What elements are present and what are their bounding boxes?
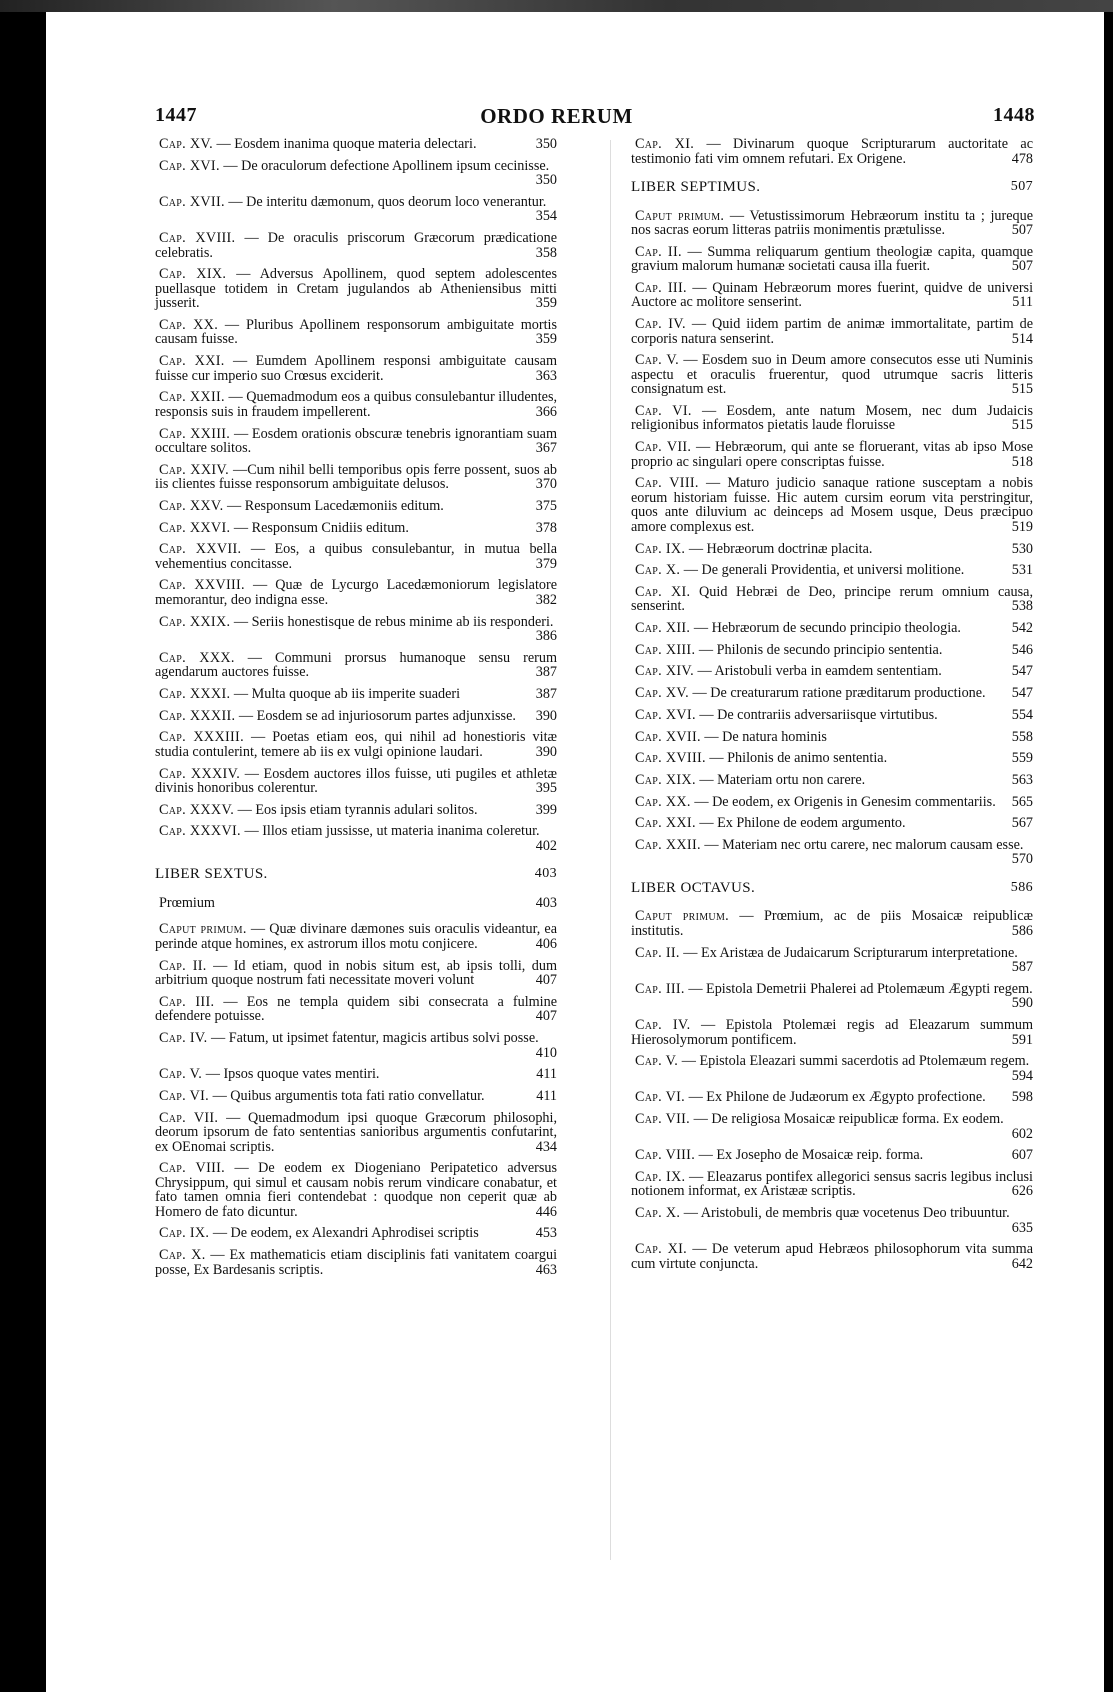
toc-entry bbox=[155, 995, 557, 1024]
chapter-label: Cap. XXXIV. bbox=[159, 765, 241, 782]
chapter-page: 563 bbox=[1011, 771, 1033, 788]
chapter-label: Cap. XIV. bbox=[635, 663, 694, 680]
chapter-label: Cap. II. bbox=[159, 957, 207, 974]
chapter-text: — Eosdem auctores illos fuisse, uti pugiles et athletæ divinis honoribus colerentur. bbox=[155, 765, 557, 797]
toc-entry bbox=[631, 643, 1033, 658]
chapter-text: — De veterum apud Hebræos philosophorum vita summa cum virtute conjuncta. bbox=[631, 1241, 1033, 1272]
chapter-page: 363 bbox=[535, 367, 557, 384]
chapter-label: Cap. XXX. bbox=[159, 649, 235, 666]
toc-entry bbox=[155, 1248, 557, 1277]
toc-entry bbox=[155, 651, 557, 680]
toc-entry bbox=[155, 195, 557, 224]
toc-entry bbox=[155, 922, 557, 951]
toc-entry bbox=[155, 578, 557, 607]
chapter-label: Cap. IV. bbox=[635, 1017, 691, 1033]
toc-entry bbox=[155, 824, 557, 853]
entry-list bbox=[631, 209, 1033, 867]
chapter-label: Cap. XIX. bbox=[159, 266, 227, 283]
chapter-text: — Quemadmodum ipsi quoque Græcorum philosophi, deorum ipsorum de fato sententias sanioribus argumentis confutarint, ex OEnomai scriptis. bbox=[155, 1109, 557, 1155]
toc-entry bbox=[155, 354, 557, 383]
chapter-page: 558 bbox=[1011, 728, 1033, 745]
chapter-page: 407 bbox=[535, 1008, 557, 1025]
chapter-label: Cap. VII. bbox=[159, 1109, 219, 1126]
book-title: LIBER SEXTUS. bbox=[155, 866, 268, 883]
toc-entry bbox=[631, 1090, 1033, 1105]
entry-list bbox=[631, 909, 1033, 1271]
toc-entry bbox=[155, 267, 557, 311]
chapter-text: — De religiosa Mosaicæ reipublicæ forma. Ex eodem. bbox=[693, 1111, 1004, 1128]
chapter-page: 395 bbox=[535, 780, 557, 797]
chapter-text: — Eleazarus pontifex allegorici sensus sacris legibus inclusi notionem informat, ex Aristææ scriptis. bbox=[631, 1168, 1034, 1200]
toc-entry bbox=[631, 909, 1033, 938]
left-column bbox=[155, 137, 557, 1284]
toc-entry bbox=[155, 1226, 557, 1241]
chapter-text: — De interitu dæmonum, quos deorum loco venerantur. bbox=[228, 193, 547, 210]
chapter-page: 598 bbox=[1011, 1089, 1033, 1106]
chapter-text: — Materiam ortu non carere. bbox=[699, 771, 866, 788]
chapter-label: Cap. V. bbox=[159, 1066, 203, 1083]
page-number-left: 1447 bbox=[155, 104, 197, 126]
book-heading bbox=[631, 180, 1033, 195]
chapter-page: 406 bbox=[535, 935, 557, 952]
chapter-label: Cap. XXVI. bbox=[159, 519, 231, 536]
chapter-text: —Cum nihil belli temporibus opis ferre possent, suos ab iis clientes fuisse responsorum ambiguitate delusos. bbox=[155, 461, 558, 493]
toc-entry bbox=[631, 621, 1033, 636]
chapter-label: Cap. XX. bbox=[635, 793, 691, 810]
chapter-label: Cap. XIII. bbox=[635, 641, 696, 658]
chapter-text: — Quid iidem partim de animæ immortalitate, partim de corporis natura senserint. bbox=[631, 316, 1033, 347]
toc-entry bbox=[155, 499, 557, 514]
chapter-label: Cap. III. bbox=[159, 993, 215, 1010]
toc-entry bbox=[155, 730, 557, 759]
chapter-page: 411 bbox=[536, 1066, 557, 1083]
chapter-page: 375 bbox=[535, 497, 557, 514]
chapter-page: 387 bbox=[535, 686, 557, 702]
chapter-page: 359 bbox=[535, 295, 557, 312]
chapter-text: — Quemadmodum eos a quibus consulebantur illudentes, responsis suis in fraudem impellerent. bbox=[155, 389, 558, 420]
proemium-entry bbox=[155, 896, 557, 911]
toc-entry bbox=[155, 542, 557, 571]
chapter-label: Cap. XVI. bbox=[635, 706, 696, 723]
chapter-page: 367 bbox=[535, 440, 557, 456]
chapter-page: 386 bbox=[535, 628, 557, 645]
chapter-label: Cap. XVIII. bbox=[159, 230, 236, 247]
toc-entry bbox=[155, 159, 557, 188]
chapter-label: Cap. XV. bbox=[159, 136, 213, 152]
toc-entry bbox=[631, 1206, 1033, 1235]
toc-entry bbox=[631, 730, 1033, 745]
chapter-page: 515 bbox=[1011, 381, 1033, 398]
chapter-label: Cap. XVII. bbox=[159, 193, 225, 210]
chapter-text: — De oraculorum defectione Apollinem ipsum cecinisse. bbox=[223, 157, 550, 174]
page-number-right: 1448 bbox=[993, 104, 1035, 126]
chapter-page: 379 bbox=[535, 555, 557, 572]
chapter-label: Cap. X. bbox=[159, 1247, 206, 1264]
chapter-text: — De eodem ex Diogeniano Peripatetico adversus Chrysippum, qui simul et causam nobis rerum vindicare conabatur, et fato tamen omnia fieri contendebat : quodque non ceperit quæ ab Homero de fato dicuntur. bbox=[155, 1160, 557, 1220]
toc-entry bbox=[631, 137, 1033, 166]
chapter-page: 507 bbox=[1011, 258, 1033, 275]
chapter-label: Cap. XXI. bbox=[159, 353, 225, 370]
chapter-text: — Ex mathematicis etiam disciplinis fati vanitatem coargui posse, Ex Bardesanis scriptis. bbox=[155, 1247, 558, 1278]
chapter-text: — Eumdem Apollinem responsi ambiguitate causam fuisse cur imperio suo Crœsus exciderit. bbox=[155, 353, 557, 384]
chapter-label: Cap. IX. bbox=[635, 540, 686, 557]
chapter-label: Cap. XXXV. bbox=[159, 801, 235, 818]
chapter-label: Cap. XVI. bbox=[159, 157, 220, 174]
chapter-text: — Ex Philone de eodem argumento. bbox=[699, 815, 906, 832]
chapter-label: Cap. XXVII. bbox=[159, 541, 242, 558]
chapter-text: — Illos etiam jussisse, ut materia inanima coleretur. bbox=[244, 823, 540, 840]
toc-entry bbox=[631, 686, 1033, 701]
toc-entry bbox=[155, 521, 557, 536]
toc-entry bbox=[155, 1111, 557, 1155]
chapter-page: 387 bbox=[535, 664, 557, 681]
chapter-label: Cap. XXXIII. bbox=[159, 729, 244, 746]
toc-entry bbox=[631, 773, 1033, 788]
chapter-label: Cap. XV. bbox=[635, 685, 689, 702]
toc-entry bbox=[631, 838, 1033, 867]
chapter-label: Cap. XVIII. bbox=[635, 750, 706, 767]
chapter-text: — Poetas etiam eos, qui nihil ad honestioris vitæ studia contulerint, temere ab iis ex vulgi opinione laudari. bbox=[155, 729, 557, 760]
chapter-label: Cap. VII. bbox=[635, 1111, 691, 1128]
chapter-label: Cap. XX. bbox=[159, 316, 219, 333]
chapter-page: 478 bbox=[1011, 150, 1033, 167]
toc-entry bbox=[631, 982, 1033, 1011]
chapter-label: Cap. XXXI. bbox=[159, 686, 231, 702]
toc-entry bbox=[155, 1031, 557, 1060]
chapter-label: Cap. VI. bbox=[159, 1087, 210, 1104]
chapter-page: 407 bbox=[535, 972, 557, 989]
chapter-text: — Eos ipsis etiam tyrannis adulari solitos. bbox=[237, 801, 478, 818]
chapter-label: Cap. III. bbox=[635, 279, 687, 296]
toc-entry bbox=[155, 390, 557, 419]
chapter-page: 626 bbox=[1011, 1183, 1033, 1200]
toc-entry bbox=[631, 1112, 1033, 1141]
chapter-text: — Prœmium, ac de piis Mosaicæ reipublicæ institutis. bbox=[631, 908, 1033, 939]
chapter-label: Cap. IX. bbox=[635, 1168, 686, 1185]
chapter-text: — Epistola Eleazari summi sacerdotis ad Ptolemæum regem. bbox=[681, 1053, 1030, 1070]
toc-entry bbox=[631, 708, 1033, 723]
chapter-page: 547 bbox=[1011, 685, 1033, 702]
toc-entry bbox=[631, 664, 1033, 679]
chapter-text: — Philonis de secundo principio sententia. bbox=[698, 641, 943, 658]
scan-edge bbox=[0, 0, 1113, 12]
chapter-text: — Divinarum quoque Scripturarum auctoritate ac testimonio fati vim omnem refutari. Ex Origene. bbox=[631, 136, 1034, 167]
chapter-text: — Multa quoque ab iis imperite suaderi bbox=[233, 686, 461, 702]
chapter-label: Cap. XXII. bbox=[159, 389, 225, 406]
chapter-text: — Eosdem inanima quoque materia delectari. bbox=[216, 136, 477, 152]
chapter-text: — Quibus argumentis tota fati ratio convellatur. bbox=[212, 1087, 485, 1104]
chapter-page: 350 bbox=[535, 136, 557, 152]
toc-entry bbox=[631, 946, 1033, 975]
book-title: LIBER OCTAVUS. bbox=[631, 879, 756, 896]
chapter-label: Cap. VIII. bbox=[159, 1160, 225, 1177]
chapter-page: 542 bbox=[1011, 620, 1033, 637]
chapter-text: — Responsum Lacedæmoniis editum. bbox=[227, 497, 444, 514]
toc-entry bbox=[631, 281, 1033, 310]
toc-entry bbox=[631, 1170, 1033, 1199]
chapter-label: Cap. X. bbox=[635, 562, 681, 579]
toc-entry bbox=[155, 1089, 557, 1104]
book-page: 403 bbox=[534, 866, 557, 882]
chapter-page: 530 bbox=[1011, 540, 1033, 557]
chapter-label: Cap. XXIX. bbox=[159, 613, 231, 630]
chapter-page: 567 bbox=[1011, 815, 1033, 832]
chapter-text: — De natura hominis bbox=[704, 728, 827, 745]
chapter-label: Caput primum. bbox=[159, 921, 247, 938]
chapter-label: Cap. XVII. bbox=[635, 728, 701, 745]
chapter-label: Cap. IV. bbox=[635, 316, 686, 333]
chapter-text: — Epistola Demetrii Phalerei ad Ptolemæum Ægypti regem. bbox=[688, 980, 1033, 997]
chapter-page: 565 bbox=[1011, 793, 1033, 810]
chapter-text: — Vetustissimorum Hebræorum institu ta ; jureque nos sacras eorum litteras patriis monimentis prætulisse. bbox=[631, 207, 1033, 238]
chapter-text: — Responsum Cnidiis editum. bbox=[233, 519, 409, 536]
toc-entry bbox=[631, 585, 1033, 614]
chapter-label: Cap. VI. bbox=[635, 402, 692, 419]
chapter-page: 518 bbox=[1011, 453, 1033, 470]
chapter-page: 547 bbox=[1011, 663, 1033, 680]
chapter-label: Cap. XXVIII. bbox=[159, 577, 245, 594]
chapter-text: — Seriis honestisque de rebus minime ab iis responderi. bbox=[233, 613, 554, 630]
toc-entry bbox=[155, 427, 557, 456]
chapter-label: Cap. IX. bbox=[159, 1225, 210, 1242]
chapter-page: 382 bbox=[535, 591, 557, 608]
toc-entry bbox=[155, 318, 557, 347]
chapter-label: Cap. XXXII. bbox=[159, 707, 236, 724]
chapter-label: Cap. VI. bbox=[635, 1089, 686, 1106]
chapter-label: Cap. VIII. bbox=[635, 475, 699, 492]
chapter-page: 390 bbox=[535, 707, 557, 724]
chapter-page: 463 bbox=[535, 1261, 557, 1278]
chapter-label: Cap. XXII. bbox=[635, 836, 701, 853]
chapter-page: 359 bbox=[535, 331, 557, 348]
toc-entry bbox=[631, 795, 1033, 810]
chapter-page: 390 bbox=[535, 743, 557, 760]
book-heading bbox=[631, 881, 1033, 896]
chapter-text: — Ex Philone de Judæorum ex Ægypto profectione. bbox=[688, 1089, 986, 1106]
book-page: 586 bbox=[1010, 879, 1033, 895]
chapter-text: — Quæ divinare dæmones suis oraculis videantur, ea perinde atque homines, ex astrorum illos motu conjicere. bbox=[155, 921, 558, 952]
chapter-page: 570 bbox=[1011, 851, 1033, 868]
toc-entry bbox=[631, 404, 1033, 433]
chapter-page: 507 bbox=[1011, 222, 1033, 238]
chapter-page: 586 bbox=[1011, 922, 1033, 939]
chapter-text: — Maturo judicio sanaque ratione susceptam a nobis eorum historiam fuisse. Hic autem cursim eorum vita perstringitur, quos ante diluvium ac deinceps ad Mosem usque, Deus præcipuo amore complexus est. bbox=[631, 475, 1033, 535]
column-divider bbox=[610, 140, 611, 1560]
chapter-label: Cap. II. bbox=[635, 944, 680, 961]
chapter-text: Quid Hebræi de Deo, principe rerum omnium causa, senserint. bbox=[631, 583, 1034, 615]
chapter-page: 378 bbox=[535, 519, 557, 536]
chapter-page: 370 bbox=[535, 476, 557, 493]
toc-entry bbox=[631, 440, 1033, 469]
chapter-text: — Hebræorum de secundo principio theologia. bbox=[693, 620, 961, 637]
toc-entry bbox=[155, 767, 557, 796]
chapter-page: 594 bbox=[1011, 1067, 1033, 1084]
chapter-label: Cap. X. bbox=[635, 1205, 681, 1222]
chapter-text: — Materiam nec ortu carere, nec malorum causam esse. bbox=[704, 836, 1024, 853]
entry-list bbox=[631, 137, 1033, 166]
toc-entry bbox=[631, 209, 1033, 238]
toc-entry bbox=[631, 751, 1033, 766]
chapter-page: 531 bbox=[1011, 562, 1033, 579]
toc-entry bbox=[631, 1018, 1033, 1047]
chapter-text: — Communi prorsus humanoque sensu rerum agendarum auctores fuisse. bbox=[155, 649, 558, 681]
chapter-text: — Eosdem suo in Deum amore consecutos esse uti Numinis aspectu et oraculis fruerentur, quod utrumque sacris litteris consignatum est. bbox=[631, 352, 1033, 398]
chapter-text: — Pluribus Apollinem responsorum ambiguitate mortis causam fuisse. bbox=[155, 316, 558, 348]
chapter-label: Cap. VIII. bbox=[635, 1147, 696, 1164]
chapter-text: — Eosdem, ante natum Mosem, nec dum Judaicis religionibus informatos pietatis laude floruisse bbox=[631, 402, 1034, 434]
toc-entry bbox=[155, 959, 557, 988]
chapter-text: — Summa reliquarum gentium theologiæ capita, quamque gravium malorum humanæ societati causa illa fuerit. bbox=[631, 243, 1033, 275]
chapter-text: — Quæ de Lycurgo Lacedæmoniorum legislatore memorantur, deo indigna esse. bbox=[155, 577, 557, 608]
toc-entry bbox=[155, 687, 557, 702]
chapter-page: 591 bbox=[1011, 1031, 1033, 1048]
chapter-page: 519 bbox=[1011, 518, 1033, 535]
toc-entry bbox=[155, 1161, 557, 1219]
chapter-page: 410 bbox=[535, 1044, 557, 1061]
chapter-label: Cap. XI. bbox=[635, 583, 691, 600]
chapter-page: 554 bbox=[1011, 706, 1033, 723]
chapter-text: — De contrariis adversariisque virtutibus. bbox=[699, 706, 938, 723]
toc-entry bbox=[631, 1054, 1033, 1083]
chapter-text: — De creaturarum ratione præditarum productione. bbox=[692, 685, 986, 702]
chapter-page: 446 bbox=[535, 1203, 557, 1220]
toc-entry bbox=[155, 463, 557, 492]
toc-entry bbox=[155, 803, 557, 818]
entry-list bbox=[155, 922, 557, 1277]
chapter-text: — Adversus Apollinem, quod septem adolescentes puellasque totidem in Cretam jugulandos ab Atheniensibus mitti jusserit. bbox=[155, 266, 558, 312]
chapter-text: — Epistola Ptolemæi regis ad Eleazarum summum Hierosolymorum pontificem. bbox=[631, 1017, 1033, 1048]
toc-entry bbox=[631, 1148, 1033, 1163]
chapter-text: — Id etiam, quod in nobis situm est, ab ipsis tolli, dum arbitrium quoque nostrum fati necessitate moveri volunt bbox=[155, 957, 557, 989]
chapter-label: Cap. XXIV. bbox=[159, 461, 229, 478]
chapter-label: Cap. XII. bbox=[635, 620, 691, 637]
chapter-page: 546 bbox=[1011, 641, 1033, 658]
chapter-page: 399 bbox=[535, 801, 557, 818]
chapter-text: — Philonis de animo sententia. bbox=[709, 750, 888, 767]
right-column bbox=[631, 137, 1033, 1279]
chapter-text: — Eosdem se ad injuriosorum partes adjunxisse. bbox=[238, 707, 516, 724]
chapter-label: Cap. XXV. bbox=[159, 497, 224, 514]
chapter-label: Caput primum. bbox=[635, 207, 725, 224]
chapter-page: 434 bbox=[535, 1138, 557, 1155]
toc-entry bbox=[155, 137, 557, 152]
book-page: 507 bbox=[1010, 179, 1033, 194]
chapter-text: — De eodem, ex Origenis in Genesim commentariis. bbox=[694, 793, 996, 810]
chapter-label: Cap. VII. bbox=[635, 439, 692, 456]
toc-entry bbox=[631, 563, 1033, 578]
chapter-page: 411 bbox=[536, 1087, 557, 1104]
chapter-label: Cap. IV. bbox=[159, 1030, 208, 1046]
toc-entry bbox=[631, 317, 1033, 346]
chapter-page: 402 bbox=[535, 837, 557, 854]
toc-entry bbox=[631, 476, 1033, 534]
chapter-page: 607 bbox=[1011, 1147, 1033, 1164]
chapter-text: — Eos ne templa quidem sibi consecrata a fulmine defendere potuisse. bbox=[155, 993, 558, 1025]
toc-entry bbox=[155, 709, 557, 724]
toc-entry bbox=[631, 245, 1033, 274]
chapter-text: — Ex Aristæa de Judaicarum Scripturarum interpretatione. bbox=[683, 944, 1018, 961]
chapter-text: — Fatum, ut ipsimet fatentur, magicis artibus solvi posse. bbox=[210, 1030, 539, 1046]
chapter-label: Cap. XXIII. bbox=[159, 425, 231, 442]
chapter-label: Cap. XXI. bbox=[635, 815, 696, 832]
chapter-page: 642 bbox=[1011, 1255, 1033, 1272]
chapter-page: 587 bbox=[1011, 959, 1033, 976]
chapter-text: — Hebræorum, qui ante se floruerant, vitas ab ipso Mose proprio ac singulari opere conscriptas fuisse. bbox=[631, 439, 1033, 470]
chapter-label: Cap. XI. bbox=[635, 136, 695, 152]
chapter-text: — Hebræorum doctrinæ placita. bbox=[688, 540, 873, 557]
chapter-page: 559 bbox=[1011, 750, 1033, 767]
chapter-label: Caput primum. bbox=[635, 908, 729, 925]
chapter-text: — De oraculis priscorum Græcorum prædicatione celebratis. bbox=[155, 230, 558, 261]
chapter-page: 354 bbox=[535, 208, 557, 225]
chapter-page: 602 bbox=[1011, 1125, 1033, 1142]
toc-entry bbox=[631, 542, 1033, 557]
chapter-label: Cap. XIX. bbox=[635, 771, 696, 788]
entry-list bbox=[155, 137, 557, 853]
chapter-label: Cap. XI. bbox=[635, 1241, 688, 1258]
chapter-page: 350 bbox=[535, 172, 557, 189]
chapter-text: — Ex Josepho de Mosaicæ reip. forma. bbox=[698, 1147, 924, 1164]
chapter-page: 635 bbox=[1011, 1219, 1033, 1236]
chapter-text: — De eodem, ex Alexandri Aphrodisei scriptis bbox=[212, 1225, 479, 1242]
chapter-text: — Quinam Hebræorum mores fuerint, quidve de universi Auctore ac molitore senserint. bbox=[631, 279, 1034, 311]
toc-entry bbox=[631, 816, 1033, 831]
chapter-page: 538 bbox=[1011, 598, 1033, 615]
running-title: ORDO RERUM bbox=[480, 104, 633, 128]
chapter-label: Cap. V. bbox=[635, 352, 679, 369]
chapter-page: 511 bbox=[1012, 294, 1033, 311]
chapter-page: 453 bbox=[535, 1225, 557, 1242]
chapter-label: Cap. V. bbox=[635, 1053, 679, 1070]
toc-entry bbox=[155, 615, 557, 644]
chapter-text: — Eosdem orationis obscuræ tenebris ignorantiam suam occultare solitos. bbox=[155, 425, 558, 456]
proemium-page: 403 bbox=[535, 894, 557, 911]
chapter-text: — De generali Providentia, et universi molitione. bbox=[683, 562, 965, 579]
chapter-text: — Aristobuli, de membris quæ vocetenus Deo tribuuntur. bbox=[683, 1205, 1010, 1222]
chapter-text: — Ipsos quoque vates mentiri. bbox=[205, 1066, 380, 1083]
chapter-page: 366 bbox=[535, 403, 557, 420]
chapter-label: Cap. II. bbox=[635, 243, 682, 260]
chapter-label: Cap. III. bbox=[635, 980, 685, 997]
chapter-label: Cap. XXXVI. bbox=[159, 823, 241, 840]
proemium-title: Prœmium bbox=[159, 894, 215, 911]
toc-entry bbox=[631, 1242, 1033, 1271]
chapter-page: 590 bbox=[1011, 995, 1033, 1012]
chapter-text: — Aristobuli verba in eamdem sententiam. bbox=[697, 663, 942, 680]
toc-entry bbox=[155, 1067, 557, 1082]
chapter-page: 358 bbox=[535, 244, 557, 261]
toc-entry bbox=[631, 353, 1033, 397]
chapter-text: — Eos, a quibus consulebantur, in mutua bella vehementius concitasse. bbox=[155, 541, 558, 572]
book-title: LIBER SEPTIMUS. bbox=[631, 179, 761, 195]
chapter-page: 515 bbox=[1011, 417, 1033, 434]
toc-entry bbox=[155, 231, 557, 260]
book-heading bbox=[155, 867, 557, 882]
chapter-page: 514 bbox=[1011, 330, 1033, 347]
